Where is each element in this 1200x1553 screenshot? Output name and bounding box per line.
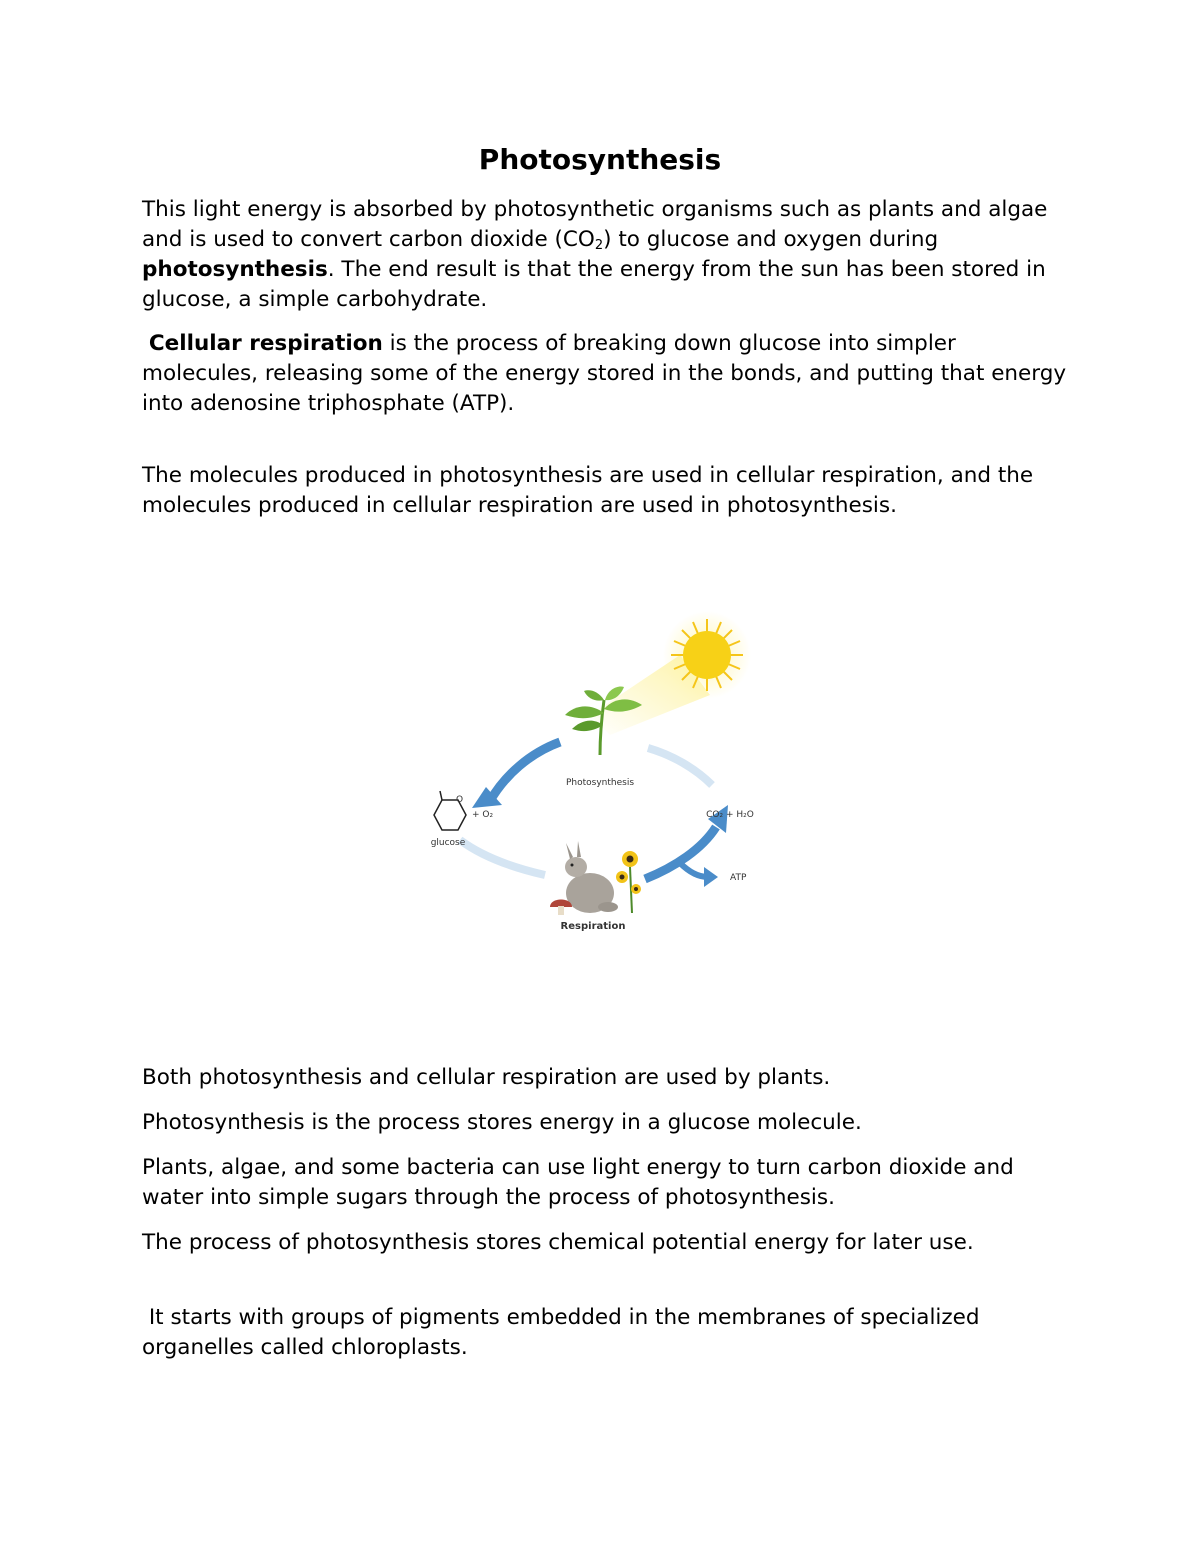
paragraph-molecules-cycle: The molecules produced in photosynthesis are used in cellular respiration, and the molecules produced in cellular respiration are used in photosynthesis. bbox=[142, 463, 1034, 518]
cycle-diagram bbox=[410, 605, 780, 945]
photosynthesis-label: Photosynthesis bbox=[565, 778, 635, 788]
ring-oxygen-atom: O bbox=[456, 795, 464, 805]
p2-bold-term: Cellular respiration bbox=[148, 331, 383, 356]
co2-h2o-label: CO₂ + H₂O bbox=[706, 810, 754, 820]
p2-text: is the process of breaking down glucose into simpler molecules, releasing some of the energy stored in the bonds, and putting that energy into adenosine triphosphate (ATP). bbox=[142, 331, 1067, 416]
paragraph-both-processes: Both photosynthesis and cellular respiration are used by plants. bbox=[142, 1065, 831, 1090]
arrow-to-atp bbox=[680, 863, 718, 887]
arrow-photosynthesis-to-glucose bbox=[472, 742, 560, 808]
paragraph-chemical-potential: The process of photosynthesis stores chemical potential energy for later use. bbox=[142, 1230, 974, 1255]
rabbit-icon bbox=[565, 841, 618, 913]
respiration-label: Respiration bbox=[560, 921, 626, 932]
mushroom-icon bbox=[550, 900, 572, 916]
p1-text-c: . The end result is that the energy from the sun has been stored in glucose, a simple carbohydrate. bbox=[142, 257, 1046, 312]
p1-subscript: 2 bbox=[594, 238, 604, 253]
paragraph-cellular-respiration bbox=[142, 329, 1072, 419]
paragraph-plants-algae-bacteria: Plants, algae, and some bacteria can use light energy to turn carbon dioxide and water into simple sugars through the process of photosynthesis. bbox=[142, 1155, 1014, 1210]
arc-top-right bbox=[648, 748, 712, 785]
o2-label: + O₂ bbox=[472, 810, 494, 820]
photosynthesis-respiration-cycle-figure bbox=[410, 605, 780, 945]
page-title: Photosynthesis bbox=[478, 143, 722, 176]
paragraph-light-energy bbox=[142, 195, 1072, 315]
paragraph-stores-energy: Photosynthesis is the process stores energy in a glucose molecule. bbox=[142, 1110, 862, 1135]
flower-icon bbox=[616, 851, 641, 913]
p1-text-a: This light energy is absorbed by photosynthetic organisms such as plants and algae and is used to convert carbon dioxide (CO bbox=[142, 197, 1048, 252]
glucose-ring-icon bbox=[434, 791, 466, 830]
atp-label: ATP bbox=[730, 873, 747, 883]
paragraph-pigments-chloroplasts: It starts with groups of pigments embedded in the membranes of specialized organelles called chloroplasts. bbox=[142, 1305, 987, 1360]
p1-text-b: ) to glucose and oxygen during bbox=[603, 227, 939, 252]
p1-bold-term: photosynthesis bbox=[142, 257, 328, 282]
glucose-label: glucose bbox=[430, 838, 466, 848]
sun-icon bbox=[663, 611, 751, 699]
arc-bottom-left bbox=[460, 840, 545, 875]
